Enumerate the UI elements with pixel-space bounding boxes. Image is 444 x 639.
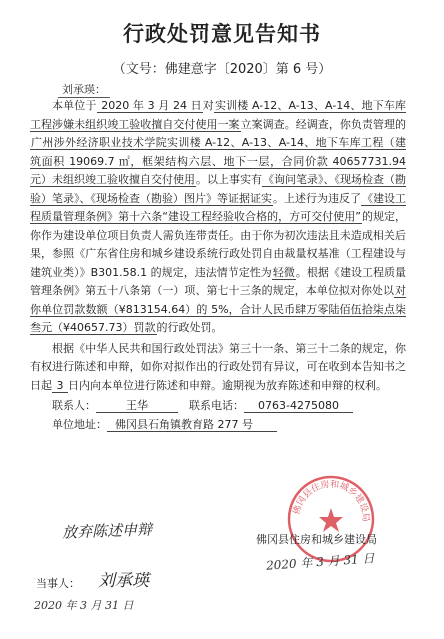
text-run: 的规定，你作为建设单位项目负责人需负连带责任。由于你为初次违法且未造成相关后果，参照《广东省住房和城乡建设系统行政处罚自由裁量权基准（工程建设与建筑业类）》B301.58.1 的规定，违法情节定性为 — [30, 210, 406, 279]
document-number: （文号：佛建意字〔2020〕第 6 号） — [112, 62, 332, 77]
filled-law: 《建设工程质量管理条例》第十六条“建设工程经验收合格的，方可交付使用” — [30, 191, 406, 223]
text-run: 立案调查。经调查，你负责管理的 — [240, 117, 407, 131]
contact-phone-label: 联系电话： — [189, 399, 244, 412]
issuing-authority: 佛冈县住房和城乡建设局 — [256, 533, 377, 546]
text-run: 的行政处罚。 — [156, 321, 223, 334]
seal-text: 佛冈县住房和城乡建设局 — [292, 479, 371, 523]
filled-evidence: 《询问笔录》、《现场检查（勘验）笔录》、《现场检查（勘验）图片》等证据证实 — [30, 173, 406, 205]
filled-case-subject: 实训楼 A-12、A-13、A-14、地下车库工程涉嫌未组织竣工验收擅自交付使用一案 — [30, 99, 406, 131]
address-line — [30, 416, 406, 435]
contact-phone-value: 0763-4275080 — [244, 399, 353, 413]
filled-severity: 轻微 — [272, 265, 295, 279]
contact-line — [30, 397, 406, 416]
text-run: 日内向本单位进行陈述和申辩。逾期视为放弃陈述和申辩的权利。 — [68, 378, 387, 392]
filled-date: 2020 年 3 月 24 日 — [97, 99, 202, 112]
party-sign-date: 2020 年 3 月 31 日 — [34, 599, 134, 612]
filled-days: 3 — [53, 378, 67, 392]
text-run: 。以上事实有 — [196, 173, 262, 186]
address-value: 佛冈县石角镇教育路 277 号 — [107, 418, 277, 432]
party-label: 当事人： — [36, 577, 80, 590]
text-run: 。根据《建设工程质量管理条例》第五十八条第（一）项、第七十三条的规定，本单位拟对你处以 — [30, 265, 407, 297]
handwritten-waiver-statement: 放弃陈述申辩 — [61, 520, 153, 542]
contact-person-value: 王华 — [96, 399, 178, 413]
text-run: 。上述行为违反了 — [273, 191, 361, 205]
paragraph-facts — [30, 97, 406, 338]
filled-project: 广州涉外经济职业技术学院实训楼 A-12、A-13、A-14、地下车库工程（建筑面积 19069.7 ㎡，框架结构六层、地下一层，合同价款 40657731.94 元）未组织竣工验收擅自交付使用 — [30, 136, 406, 186]
contact-person-label: 联系人： — [52, 399, 96, 412]
text-run: 本单位于 — [52, 99, 97, 112]
paragraph-rights — [30, 340, 406, 396]
notice-body — [30, 97, 406, 434]
filled-penalty: 对你单位罚款数额（¥813154.64）的 5%，合计人民币肆万零陆佰伍拾柒点柒叁元（¥40657.73）罚款 — [30, 284, 406, 334]
text-run: 对 — [202, 99, 214, 112]
issue-date-handwritten: 2020 年 3 月 31 日 — [265, 551, 375, 573]
document-title: 行政处罚意见告知书 — [123, 22, 321, 46]
recipient-name: 刘承瑛： — [58, 81, 110, 98]
party-signature: 刘承瑛 — [98, 571, 149, 591]
address-label: 单位地址： — [52, 417, 107, 431]
text-run: 根据《中华人民共和国行政处罚法》第三十一条、第三十二条的规定，你有权进行陈述和申辩，如你对拟作出的行政处罚有异议，可在收到本告知书之日起 — [30, 341, 406, 392]
seal-star-icon — [319, 508, 343, 532]
